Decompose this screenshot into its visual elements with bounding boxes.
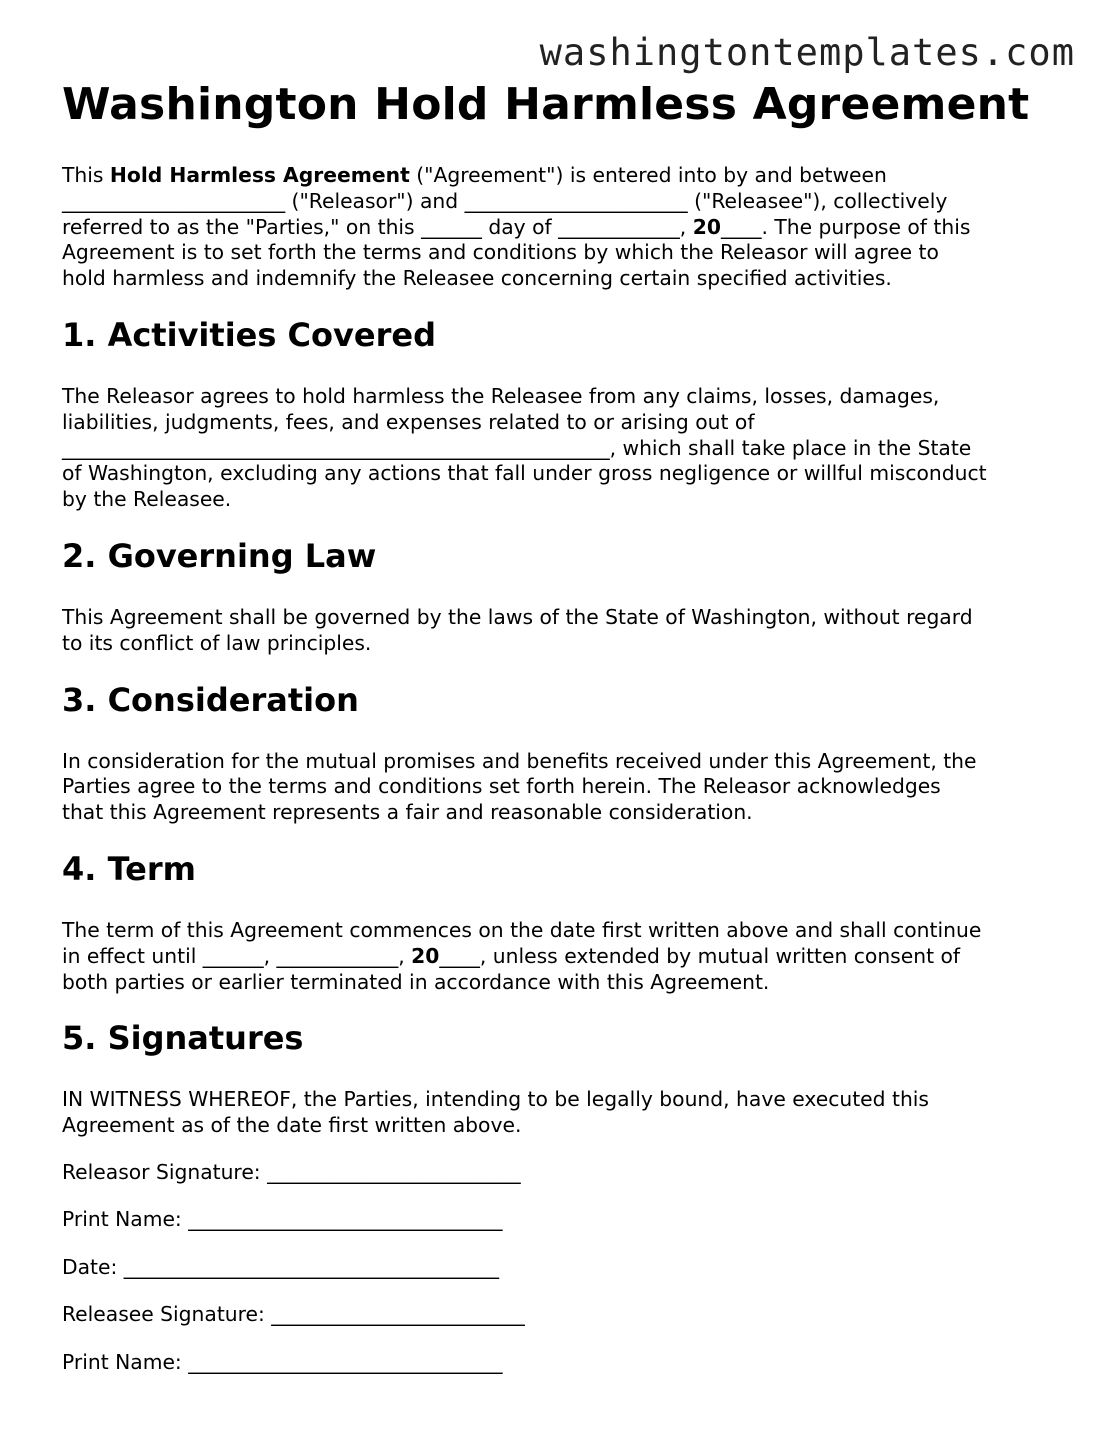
activities-line: ______________________________________________________, which shall take place in the State [62, 435, 972, 460]
activities-line: liabilities, judgments, fees, and expenses related to or arising out of [62, 409, 755, 434]
term-year-bold: 20 [411, 943, 440, 968]
section-paragraph-term [62, 918, 1062, 995]
document-title: Washington Hold Harmless Agreement [62, 79, 1030, 130]
document-body [62, 80, 1062, 1375]
releasor-signature-field[interactable]: Releasor Signature: _________________________ [62, 1159, 521, 1184]
signatures-line: IN WITNESS WHEREOF, the Parties, intending to be legally bound, have executed this [62, 1087, 929, 1112]
intro-line-5: hold harmless and indemnify the Releasee concerning certain specified activities. [62, 266, 892, 291]
consideration-line: Parties agree to the terms and conditions set forth herein. The Releasor acknowledges [62, 774, 941, 799]
section-paragraph-signatures [62, 1087, 1062, 1139]
consideration-line: In consideration for the mutual promises and benefits received under this Agreement, the [62, 748, 977, 773]
section-heading-signatures: 5. Signatures [62, 1019, 304, 1058]
section-heading-term: 4. Term [62, 849, 196, 888]
section-paragraph-consideration [62, 749, 1062, 826]
date-field[interactable]: Date: _____________________________________ [62, 1254, 499, 1279]
term-line-3: both parties or earlier terminated in accordance with this Agreement. [62, 969, 770, 994]
releasor-print-name-field[interactable]: Print Name: _______________________________ [62, 1207, 503, 1232]
intro-line-3: referred to as the "Parties," on this ______ day of ____________, 20____. The purpose of this [62, 214, 971, 239]
intro-bold-term: Hold Harmless Agreement [109, 163, 410, 187]
releasee-print-name-field[interactable]: Print Name: _______________________________ [62, 1349, 503, 1374]
activities-line: of Washington, excluding any actions that fall under gross negligence or willful misconduct [62, 461, 987, 486]
intro-line-4: Agreement is to set forth the terms and conditions by which the Releasor will agree to [62, 240, 939, 265]
intro-line-2: ______________________ ("Releasor") and ______________________ ("Releasee"), collectively [62, 188, 948, 213]
section-heading-consideration: 3. Consideration [62, 680, 359, 719]
term-line-1: The term of this Agreement commences on the date first written above and shall continue [62, 917, 982, 942]
term-line-2: in effect until ______, ____________, 20____, unless extended by mutual written consent of [62, 943, 961, 968]
section-paragraph-activities [62, 384, 1062, 513]
section-heading-activities: 1. Activities Covered [62, 315, 436, 354]
releasee-signature-field[interactable]: Releasee Signature: _________________________ [62, 1302, 525, 1327]
section-heading-governing-law: 2. Governing Law [62, 536, 377, 575]
section-paragraph-governing-law [62, 605, 1062, 657]
intro-year-bold: 20 [692, 214, 721, 239]
activities-line: by the Releasee. [62, 487, 232, 512]
law-line: to its conflict of law principles. [62, 630, 372, 655]
watermark: washingtontemplates.com [539, 31, 1075, 74]
consideration-line: that this Agreement represents a fair and reasonable consideration. [62, 800, 753, 825]
law-line: This Agreement shall be governed by the laws of the State of Washington, without regard [62, 604, 973, 629]
intro-line-1: This Hold Harmless Agreement ("Agreement") is entered into by and between [62, 163, 887, 187]
activities-line: The Releasor agrees to hold harmless the Releasee from any claims, losses, damages, [62, 383, 940, 408]
intro-paragraph [62, 163, 1062, 292]
signatures-line: Agreement as of the date first written above. [62, 1113, 522, 1138]
